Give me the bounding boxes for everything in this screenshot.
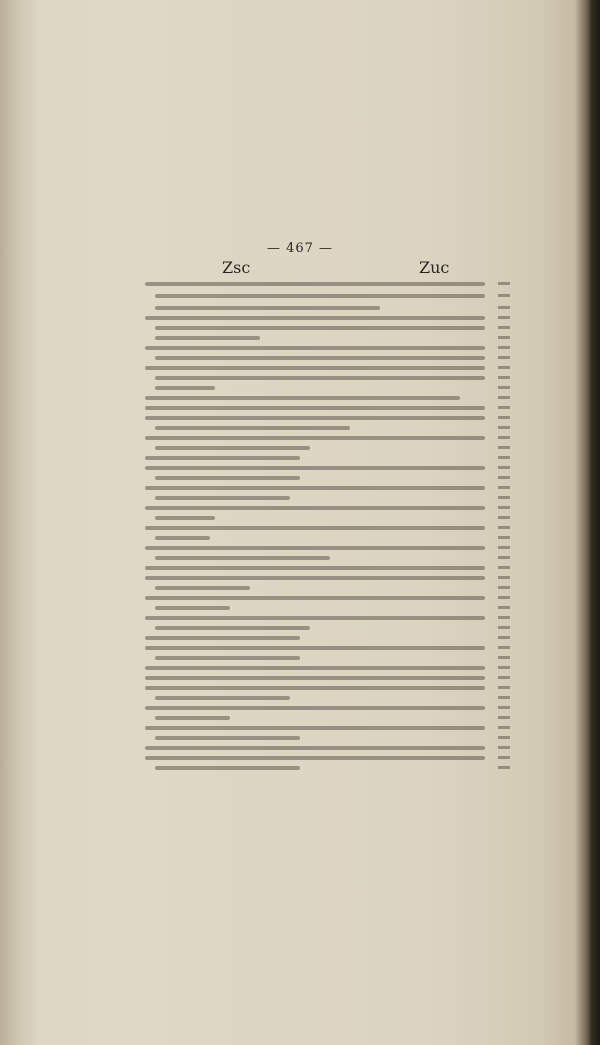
entry-line-placeholder: [155, 766, 300, 770]
entry-line-placeholder: [155, 336, 260, 340]
running-head-right: Zuc: [419, 258, 450, 277]
price-placeholder: [498, 466, 510, 469]
entry-line-placeholder: [155, 626, 310, 630]
price-placeholder: [498, 436, 510, 439]
price-placeholder: [498, 646, 510, 649]
entry-line-placeholder: [145, 396, 460, 400]
entry-line-placeholder: [145, 686, 485, 690]
entry-line-placeholder: [155, 326, 485, 330]
price-placeholder: [498, 406, 510, 409]
price-placeholder: [498, 486, 510, 489]
entry-line-placeholder: [145, 666, 485, 670]
running-head-left: Zsc: [222, 258, 251, 277]
entry-line-placeholder: [145, 506, 485, 510]
entry-line-placeholder: [145, 756, 485, 760]
price-placeholder: [498, 756, 510, 759]
price-placeholder: [498, 426, 510, 429]
entry-line-placeholder: [145, 596, 485, 600]
entry-line-placeholder: [155, 306, 380, 310]
entry-line-placeholder: [155, 606, 230, 610]
price-placeholder: [498, 366, 510, 369]
price-placeholder: [498, 736, 510, 739]
price-placeholder: [498, 516, 510, 519]
page-number: — 467 —: [266, 241, 334, 256]
entry-line-placeholder: [145, 436, 485, 440]
price-placeholder: [498, 586, 510, 589]
price-placeholder: [498, 346, 510, 349]
price-placeholder: [498, 316, 510, 319]
entry-line-placeholder: [155, 294, 485, 298]
entry-line-placeholder: [145, 282, 485, 286]
price-placeholder: [498, 726, 510, 729]
entry-line-placeholder: [155, 376, 485, 380]
price-placeholder: [498, 706, 510, 709]
entry-line-placeholder: [155, 386, 215, 390]
price-placeholder: [498, 396, 510, 399]
entry-line-placeholder: [155, 496, 290, 500]
price-placeholder: [498, 446, 510, 449]
entry-line-placeholder: [145, 616, 485, 620]
entry-line-placeholder: [145, 576, 485, 580]
price-placeholder: [498, 456, 510, 459]
price-placeholder: [498, 636, 510, 639]
entry-line-placeholder: [155, 736, 300, 740]
entry-line-placeholder: [155, 426, 350, 430]
price-placeholder: [498, 506, 510, 509]
price-placeholder: [498, 526, 510, 529]
gutter-shadow: [0, 0, 40, 1045]
price-placeholder: [498, 596, 510, 599]
entry-line-placeholder: [145, 346, 485, 350]
price-placeholder: [498, 306, 510, 309]
price-placeholder: [498, 656, 510, 659]
price-placeholder: [498, 696, 510, 699]
entry-line-placeholder: [145, 726, 485, 730]
price-placeholder: [498, 666, 510, 669]
entry-line-placeholder: [145, 486, 485, 490]
entry-line-placeholder: [155, 716, 230, 720]
entry-line-placeholder: [145, 466, 485, 470]
price-placeholder: [498, 686, 510, 689]
price-placeholder: [498, 536, 510, 539]
entry-line-placeholder: [145, 416, 485, 420]
entry-line-placeholder: [155, 656, 300, 660]
price-placeholder: [498, 676, 510, 679]
price-placeholder: [498, 746, 510, 749]
entry-line-placeholder: [145, 406, 485, 410]
price-placeholder: [498, 376, 510, 379]
entry-line-placeholder: [155, 516, 215, 520]
entry-line-placeholder: [145, 316, 485, 320]
entry-line-placeholder: [155, 446, 310, 450]
entry-line-placeholder: [155, 536, 210, 540]
entry-line-placeholder: [155, 356, 485, 360]
price-placeholder: [498, 546, 510, 549]
entry-line-placeholder: [145, 706, 485, 710]
entry-line-placeholder: [145, 546, 485, 550]
price-placeholder: [498, 626, 510, 629]
entry-line-placeholder: [145, 646, 485, 650]
price-placeholder: [498, 336, 510, 339]
price-placeholder: [498, 416, 510, 419]
price-placeholder: [498, 356, 510, 359]
price-placeholder: [498, 476, 510, 479]
price-placeholder: [498, 294, 510, 297]
price-placeholder: [498, 566, 510, 569]
price-placeholder: [498, 386, 510, 389]
price-placeholder: [498, 766, 510, 769]
price-placeholder: [498, 496, 510, 499]
price-placeholder: [498, 282, 510, 285]
price-placeholder: [498, 606, 510, 609]
entry-line-placeholder: [145, 746, 485, 750]
entry-line-placeholder: [155, 476, 300, 480]
price-placeholder: [498, 556, 510, 559]
entry-line-placeholder: [145, 526, 485, 530]
price-placeholder: [498, 716, 510, 719]
entry-line-placeholder: [145, 636, 300, 640]
price-placeholder: [498, 576, 510, 579]
entry-line-placeholder: [145, 676, 485, 680]
entry-line-placeholder: [145, 456, 300, 460]
price-placeholder: [498, 616, 510, 619]
entry-line-placeholder: [155, 556, 330, 560]
entry-line-placeholder: [155, 586, 250, 590]
entry-line-placeholder: [155, 696, 290, 700]
price-placeholder: [498, 326, 510, 329]
entry-line-placeholder: [145, 566, 485, 570]
entry-line-placeholder: [145, 366, 485, 370]
